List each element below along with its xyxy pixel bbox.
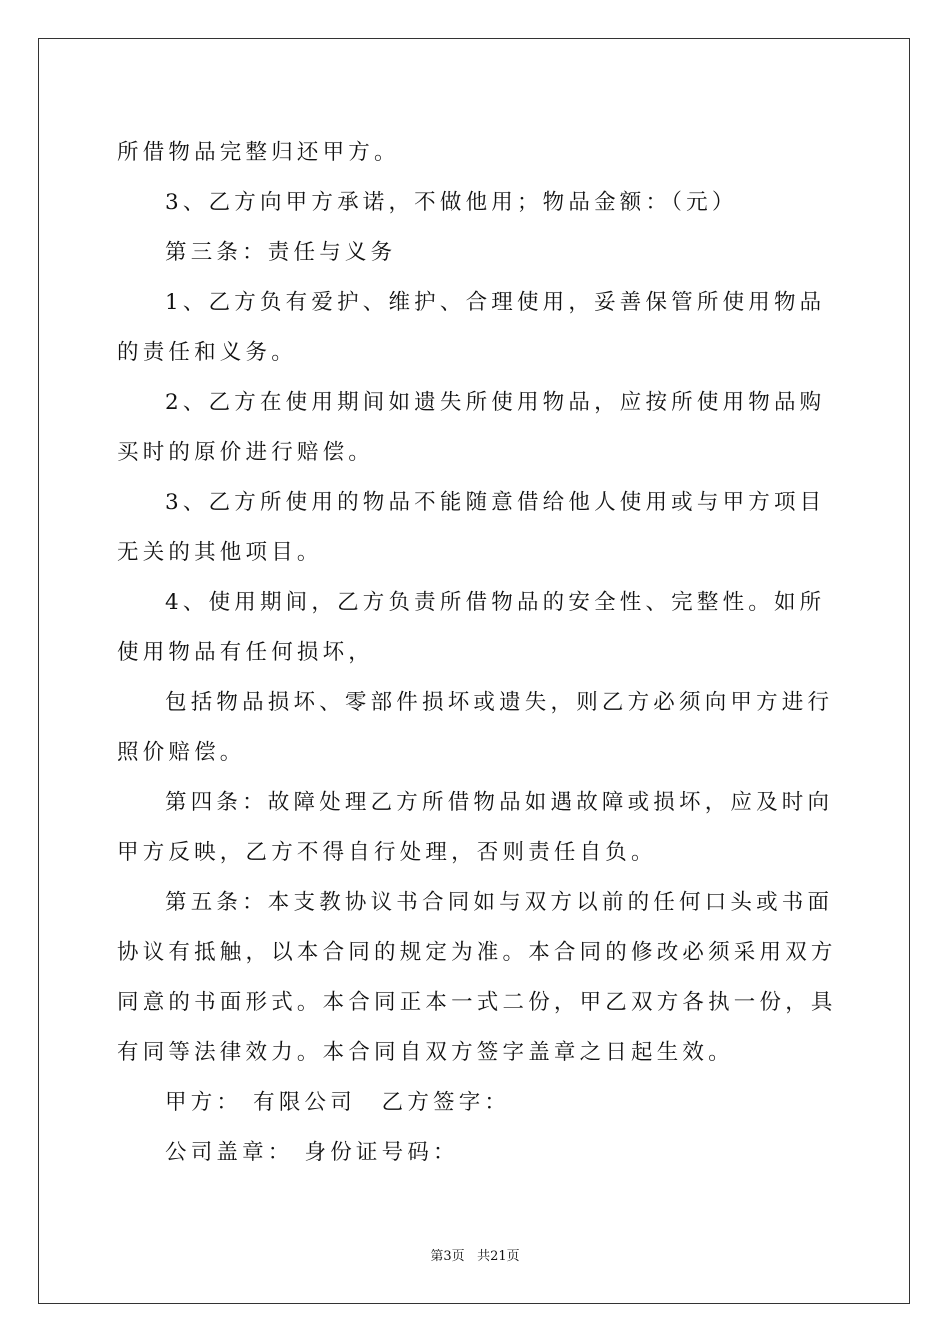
section-heading: 第三条：责任与义务 [165,240,397,265]
paragraph: 4、使用期间，乙方负责所借物品的安全性、完整性。如所使用物品有任何损坏， [117,590,826,665]
paragraph: 3、乙方所使用的物品不能随意借给他人使用或与甲方项目无关的其他项目。 [117,490,826,565]
page-total: 共21页 [477,1249,520,1264]
document-body [117,128,837,1178]
paragraph: 第五条：本支教协议书合同如与双方以前的任何口头或书面协议有抵触，以本合同的规定为准。本合同的修改必须采用双方同意的书面形式。本合同正本一式二份，甲乙双方各执一份，具有同等法律效力。本合同自双方签字盖章之日起生效。 [117,890,837,1065]
paragraph: 3、乙方向甲方承诺，不做他用；物品金额：（元） [165,190,738,215]
paragraph: 所借物品完整归还甲方。 [117,140,400,165]
page-footer [0,1245,950,1264]
signature-line-party-a: 甲方： 有限公司 乙方签字： [165,1090,511,1115]
paragraph: 第四条：故障处理乙方所借物品如遇故障或损坏，应及时向甲方反映，乙方不得自行处理，否则责任自负。 [117,790,834,865]
paragraph: 2、乙方在使用期间如遗失所使用物品，应按所使用物品购买时的原价进行赔偿。 [117,390,826,465]
paragraph: 1、乙方负有爱护、维护、合理使用，妥善保管所使用物品的责任和义务。 [117,290,826,365]
signature-line-seal: 公司盖章： 身份证号码： [165,1140,459,1165]
page-number: 第3页 [430,1249,465,1264]
paragraph: 包括物品损坏、零部件损坏或遗失，则乙方必须向甲方进行照价赔偿。 [117,690,834,765]
